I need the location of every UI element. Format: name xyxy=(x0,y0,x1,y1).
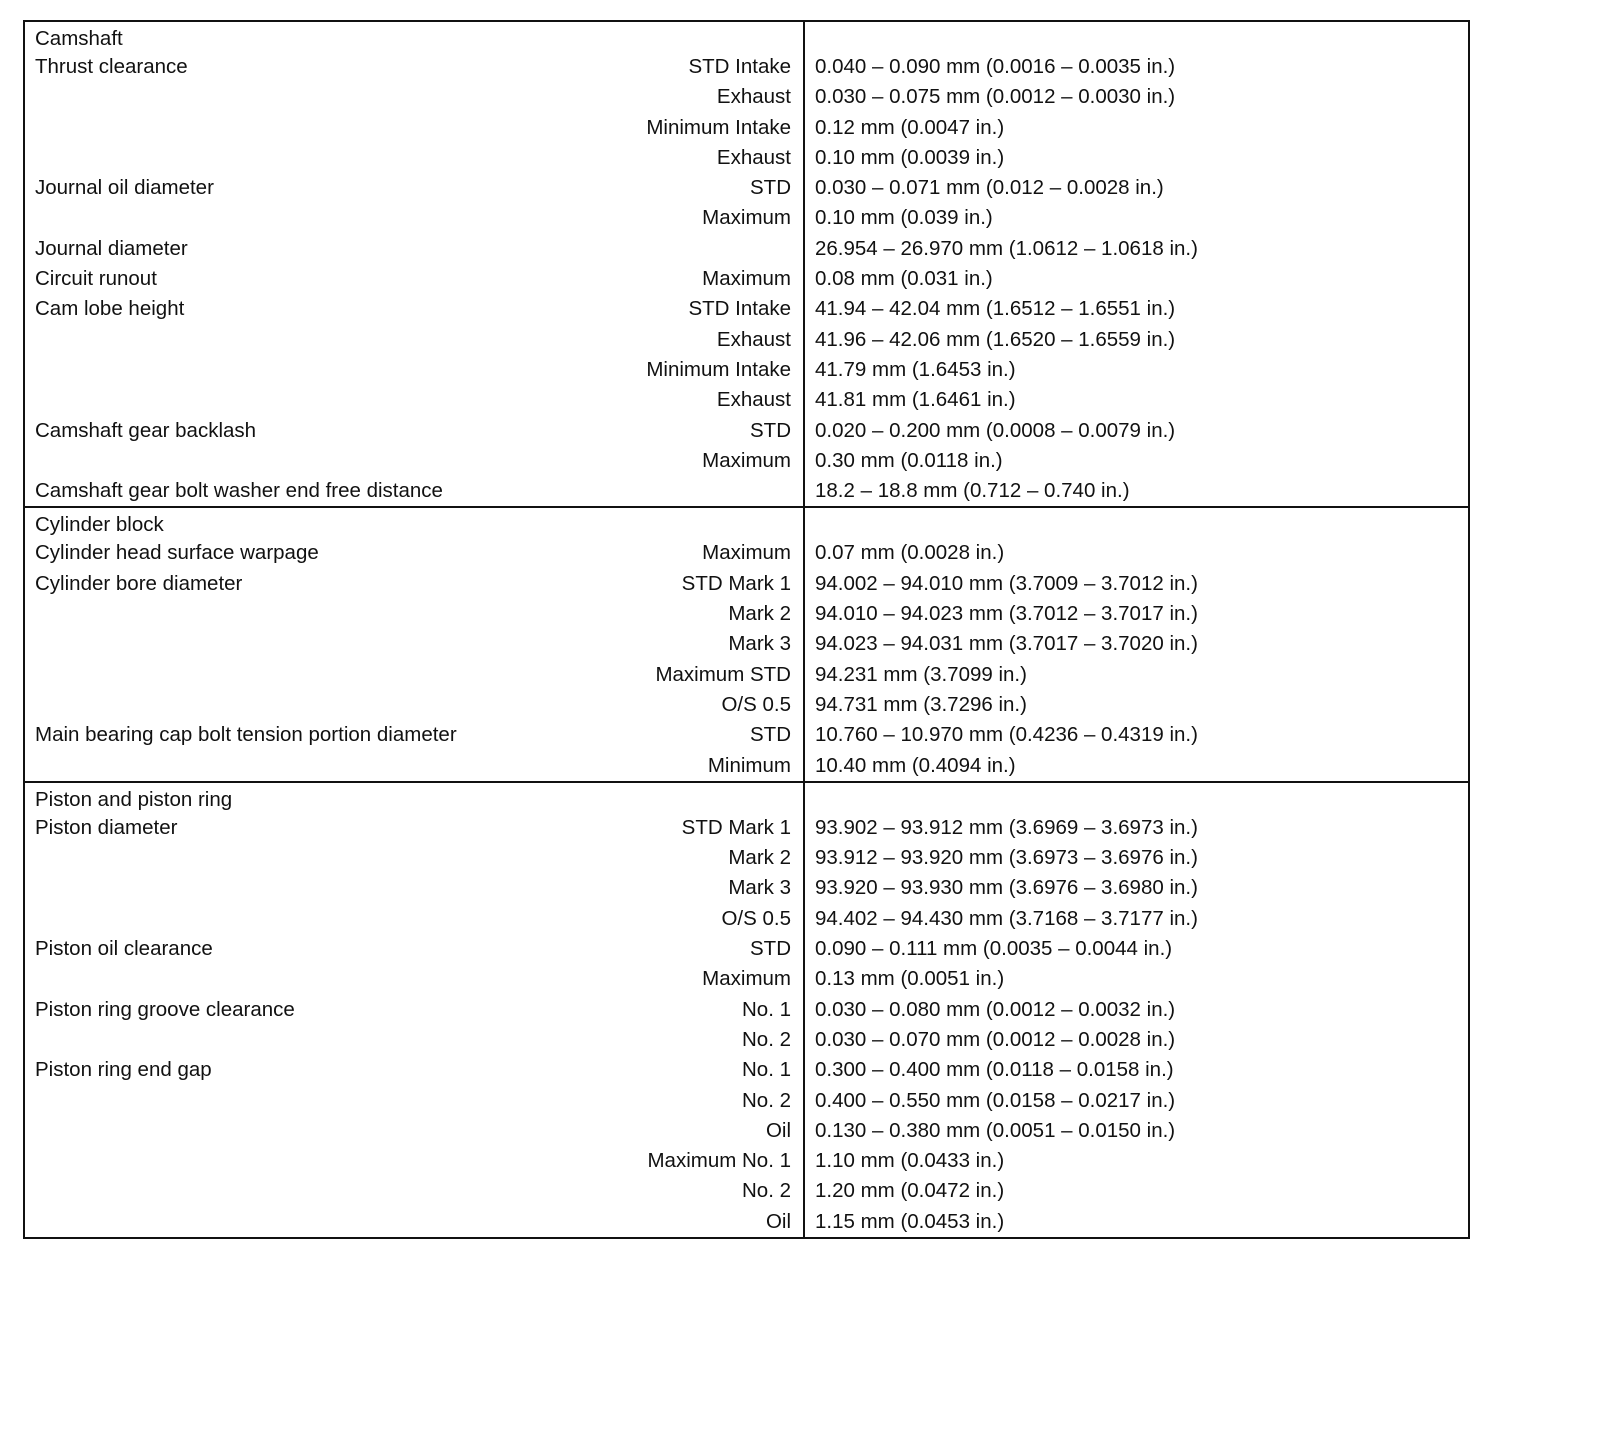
spec-value: 0.090 – 0.111 mm (0.0035 – 0.0044 in.) xyxy=(815,937,1173,961)
spec-row xyxy=(25,325,1468,355)
spec-value: 0.030 – 0.080 mm (0.0012 – 0.0032 in.) xyxy=(815,997,1176,1021)
spec-condition: Maximum xyxy=(702,541,791,565)
section-title: Camshaft xyxy=(35,27,123,50)
spec-row xyxy=(25,904,1468,934)
spec-value: 0.300 – 0.400 mm (0.0118 – 0.0158 in.) xyxy=(815,1058,1174,1082)
section-title: Piston and piston ring xyxy=(35,787,233,811)
spec-row xyxy=(25,1207,1468,1237)
spec-item: Cam lobe height xyxy=(35,297,185,321)
spec-row xyxy=(25,843,1468,873)
spec-row xyxy=(25,964,1468,994)
spec-condition: STD xyxy=(750,418,791,442)
spec-row xyxy=(25,264,1468,294)
spec-condition: STD Intake xyxy=(688,55,791,78)
spec-condition: No. 1 xyxy=(742,997,791,1021)
spec-value: 0.12 mm (0.0047 in.) xyxy=(815,115,1005,139)
spec-value: 94.402 – 94.430 mm (3.7168 – 3.7177 in.) xyxy=(815,906,1198,930)
spec-value: 94.731 mm (3.7296 in.) xyxy=(815,692,1027,716)
spec-condition: O/S 0.5 xyxy=(721,906,791,930)
spec-value: 0.13 mm (0.0051 in.) xyxy=(815,967,1005,991)
spec-item: Camshaft gear backlash xyxy=(35,418,257,442)
spec-item: Journal oil diameter xyxy=(35,176,214,200)
spec-item: Circuit runout xyxy=(35,267,157,291)
spec-row xyxy=(25,385,1468,415)
spec-value: 94.023 – 94.031 mm (3.7017 – 3.7020 in.) xyxy=(815,632,1198,656)
spec-value: 93.920 – 93.930 mm (3.6976 – 3.6980 in.) xyxy=(815,876,1198,900)
spec-condition: No. 1 xyxy=(742,1058,791,1082)
spec-item: Cylinder bore diameter xyxy=(35,571,243,595)
spec-value: 1.15 mm (0.0453 in.) xyxy=(815,1209,1005,1233)
spec-condition: Minimum Intake xyxy=(646,115,791,139)
spec-row xyxy=(25,873,1468,903)
spec-condition: No. 2 xyxy=(742,1027,791,1051)
section-title: Cylinder block xyxy=(35,513,164,537)
spec-condition: Maximum No. 1 xyxy=(647,1149,791,1173)
spec-condition: Exhaust xyxy=(716,388,791,412)
spec-condition: Oil xyxy=(765,1209,791,1233)
spec-value: 0.10 mm (0.0039 in.) xyxy=(815,145,1005,169)
spec-value: 0.040 – 0.090 mm (0.0016 – 0.0035 in.) xyxy=(815,55,1176,78)
spec-row xyxy=(25,52,1468,82)
spec-row xyxy=(25,113,1468,143)
spec-condition: Maximum xyxy=(702,267,791,291)
spec-row xyxy=(25,660,1468,690)
section-header xyxy=(25,783,1468,813)
spec-value: 18.2 – 18.8 mm (0.712 – 0.740 in.) xyxy=(815,479,1130,503)
spec-condition: O/S 0.5 xyxy=(721,692,791,716)
spec-value: 0.030 – 0.071 mm (0.012 – 0.0028 in.) xyxy=(815,176,1164,200)
spec-condition: STD xyxy=(750,176,791,200)
spec-condition: STD xyxy=(750,937,791,961)
spec-row xyxy=(25,995,1468,1025)
spec-value: 41.81 mm (1.6461 in.) xyxy=(815,388,1016,412)
spec-row xyxy=(25,173,1468,203)
spec-value: 0.130 – 0.380 mm (0.0051 – 0.0150 in.) xyxy=(815,1118,1176,1142)
spec-row xyxy=(25,143,1468,173)
section-camshaft xyxy=(25,22,1468,508)
spec-condition: STD Mark 1 xyxy=(681,571,791,595)
spec-condition: Maximum STD xyxy=(655,662,791,686)
spec-value: 93.902 – 93.912 mm (3.6969 – 3.6973 in.) xyxy=(815,815,1198,839)
spec-condition: Exhaust xyxy=(716,145,791,169)
spec-item: Piston ring groove clearance xyxy=(35,997,295,1021)
spec-row xyxy=(25,416,1468,446)
spec-condition: Exhaust xyxy=(716,85,791,109)
spec-item: Piston oil clearance xyxy=(35,937,213,961)
spec-condition: Exhaust xyxy=(716,327,791,351)
spec-item: Journal diameter xyxy=(35,236,188,260)
section-piston-and-piston-ring xyxy=(25,783,1468,1237)
spec-condition: Mark 2 xyxy=(728,602,791,626)
spec-row xyxy=(25,690,1468,720)
spec-row xyxy=(25,1176,1468,1206)
spec-value: 0.07 mm (0.0028 in.) xyxy=(815,541,1005,565)
spec-value: 94.010 – 94.023 mm (3.7012 – 3.7017 in.) xyxy=(815,602,1198,626)
spec-row xyxy=(25,599,1468,629)
spec-condition: Maximum xyxy=(702,206,791,230)
spec-row xyxy=(25,813,1468,843)
spec-condition: Mark 3 xyxy=(728,876,791,900)
spec-row xyxy=(25,1086,1468,1116)
spec-condition: STD xyxy=(750,723,791,747)
spec-value: 0.400 – 0.550 mm (0.0158 – 0.0217 in.) xyxy=(815,1088,1176,1112)
spec-item: Main bearing cap bolt tension portion diameter xyxy=(35,723,457,747)
spec-item: Thrust clearance xyxy=(35,55,188,78)
spec-value: 94.002 – 94.010 mm (3.7009 – 3.7012 in.) xyxy=(815,571,1198,595)
spec-row xyxy=(25,538,1468,568)
spec-row xyxy=(25,294,1468,324)
spec-item: Piston diameter xyxy=(35,815,178,839)
spec-row xyxy=(25,1025,1468,1055)
spec-row xyxy=(25,1055,1468,1085)
spec-row xyxy=(25,751,1468,781)
spec-value: 94.231 mm (3.7099 in.) xyxy=(815,662,1027,686)
spec-condition: No. 2 xyxy=(742,1179,791,1203)
section-cylinder-block xyxy=(25,508,1468,782)
spec-value: 0.08 mm (0.031 in.) xyxy=(815,267,993,291)
spec-row xyxy=(25,569,1468,599)
spec-condition: Oil xyxy=(765,1118,791,1142)
spec-row xyxy=(25,476,1468,506)
spec-row xyxy=(25,1116,1468,1146)
spec-row xyxy=(25,934,1468,964)
spec-condition: Mark 2 xyxy=(728,846,791,870)
spec-condition: Minimum xyxy=(707,753,791,777)
spec-row xyxy=(25,82,1468,112)
spec-value: 1.20 mm (0.0472 in.) xyxy=(815,1179,1005,1203)
spec-value: 10.760 – 10.970 mm (0.4236 – 0.4319 in.) xyxy=(815,723,1198,747)
spec-value: 0.10 mm (0.039 in.) xyxy=(815,206,993,230)
spec-condition: Maximum xyxy=(702,967,791,991)
spec-row xyxy=(25,1146,1468,1176)
spec-item: Cylinder head surface warpage xyxy=(35,541,319,565)
spec-row xyxy=(25,629,1468,659)
spec-condition: Minimum Intake xyxy=(646,357,791,381)
spec-item: Camshaft gear bolt washer end free distance xyxy=(35,479,443,503)
spec-condition: STD Mark 1 xyxy=(681,815,791,839)
spec-value: 0.020 – 0.200 mm (0.0008 – 0.0079 in.) xyxy=(815,418,1176,442)
spec-row xyxy=(25,446,1468,476)
spec-item: Piston ring end gap xyxy=(35,1058,212,1082)
spec-value: 0.030 – 0.070 mm (0.0012 – 0.0028 in.) xyxy=(815,1027,1176,1051)
spec-row xyxy=(25,203,1468,233)
spec-table xyxy=(23,20,1470,1239)
spec-value: 10.40 mm (0.4094 in.) xyxy=(815,753,1016,777)
spec-value: 93.912 – 93.920 mm (3.6973 – 3.6976 in.) xyxy=(815,846,1198,870)
spec-row xyxy=(25,355,1468,385)
spec-condition: Mark 3 xyxy=(728,632,791,656)
section-header xyxy=(25,508,1468,538)
spec-condition: STD Intake xyxy=(688,297,791,321)
spec-value: 41.94 – 42.04 mm (1.6512 – 1.6551 in.) xyxy=(815,297,1176,321)
spec-value: 0.30 mm (0.0118 in.) xyxy=(815,448,1003,472)
spec-value: 41.79 mm (1.6453 in.) xyxy=(815,357,1016,381)
spec-value: 1.10 mm (0.0433 in.) xyxy=(815,1149,1005,1173)
spec-value: 26.954 – 26.970 mm (1.0612 – 1.0618 in.) xyxy=(815,236,1198,260)
spec-row xyxy=(25,234,1468,264)
spec-value: 41.96 – 42.06 mm (1.6520 – 1.6559 in.) xyxy=(815,327,1176,351)
spec-value: 0.030 – 0.075 mm (0.0012 – 0.0030 in.) xyxy=(815,85,1176,109)
spec-condition: Maximum xyxy=(702,448,791,472)
section-header xyxy=(25,22,1468,52)
spec-condition: No. 2 xyxy=(742,1088,791,1112)
spec-row xyxy=(25,720,1468,750)
